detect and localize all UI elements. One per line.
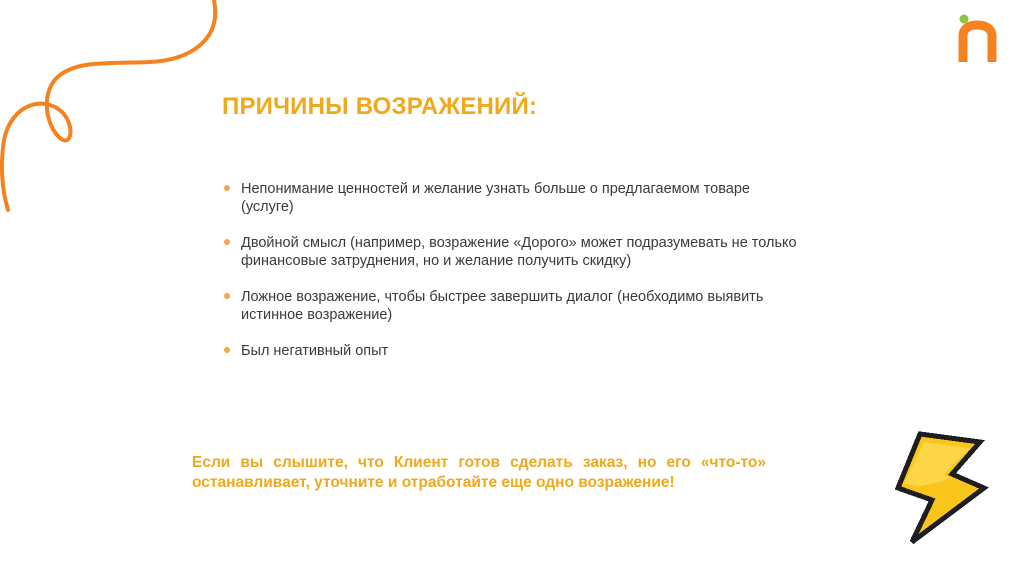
decorative-curve bbox=[0, 0, 240, 220]
brand-logo-icon bbox=[956, 14, 1002, 66]
bullet-text: Двойной смысл (например, возражение «Дорого» может подразумевать не только финансовые затруднения, но и желание получить скидку) bbox=[241, 235, 797, 269]
bullet-dot-icon bbox=[224, 347, 230, 353]
bullet-text: Ложное возражение, чтобы быстрее завершить диалог (необходимо выявить истинное возражение) bbox=[241, 289, 764, 323]
bullet-dot-icon bbox=[224, 293, 230, 299]
slide-title: ПРИЧИНЫ ВОЗРАЖЕНИЙ: bbox=[222, 93, 538, 120]
bullet-item bbox=[222, 342, 802, 360]
bullet-list bbox=[222, 180, 802, 378]
bullet-dot-icon bbox=[224, 239, 230, 245]
bullet-item bbox=[222, 234, 802, 270]
bullet-item bbox=[222, 180, 802, 216]
bullet-dot-icon bbox=[224, 185, 230, 191]
bullet-text: Был негативный опыт bbox=[241, 343, 389, 359]
bullet-text: Непонимание ценностей и желание узнать больше о предлагаемом товаре (услуге) bbox=[241, 181, 750, 215]
lightning-bolt-icon bbox=[890, 428, 990, 548]
callout-text: Если вы слышите, что Клиент готов сделать заказ, но его «что-то» останавливает, уточните и отработайте еще одно возражение! bbox=[192, 454, 766, 491]
bullet-item bbox=[222, 288, 802, 324]
